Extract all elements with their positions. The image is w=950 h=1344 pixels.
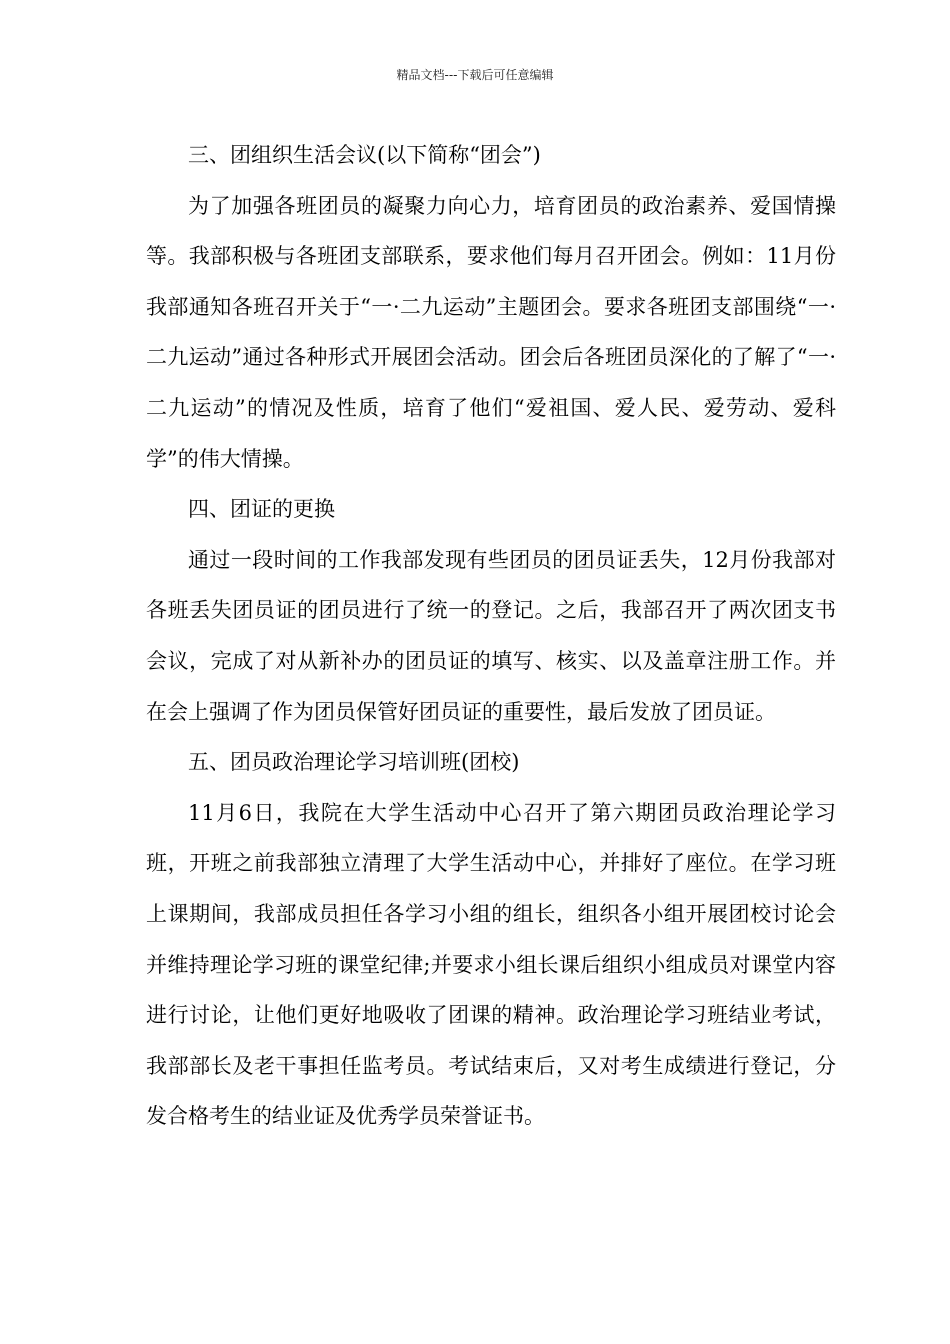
section-heading-4: 四、团证的更换	[188, 497, 335, 522]
paragraph: 通过一段时间的工作我部发现有些团员的团员证丢失，12月份我部对各班丢失团员证的团员进行了统一的登记。之后，我部召开了两次团支书会议，完成了对从新补办的团员证的填写、核实、以及盖章注册工作。并在会上强调了作为团员保管好团员证的重要性，最后发放了团员证。	[146, 547, 836, 724]
page-header: 精品文档---下载后可任意编辑	[396, 68, 554, 82]
paragraph: 11月6日，我院在大学生活动中心召开了第六期团员政治理论学习班，开班之前我部独立清理了大学生活动中心，并排好了座位。在学习班上课期间，我部成员担任各学习小组的组长，组织各小组开展团校讨论会并维持理论学习班的课堂纪律;并要求小组长课后组织小组成员对课堂内容进行讨论，让他们更好地吸收了团课的精神。政治理论学习班结业考试，我部部长及老干事担任监考员。考试结束后，又对考生成绩进行登记，分发合格考生的结业证及优秀学员荣誉证书。	[146, 800, 836, 1129]
section-heading-5: 五、团员政治理论学习培训班(团校)	[188, 750, 520, 775]
section-heading-3: 三、团组织生活会议(以下简称“团会”)	[188, 143, 541, 167]
document-body	[146, 130, 836, 1142]
paragraph: 为了加强各班团员的凝聚力向心力，培育团员的政治素养、爱国情操等。我部积极与各班团支部联系，要求他们每月召开团会。例如：11月份我部通知各班召开关于“一·二九运动”主题团会。要求各班团支部围绕“一·二九运动”通过各种形式开展团会活动。团会后各班团员深化的了解了“一·二九运动”的情况及性质，培育了他们“爱祖国、爱人民、爱劳动、爱科学”的伟大情操。	[146, 193, 836, 471]
